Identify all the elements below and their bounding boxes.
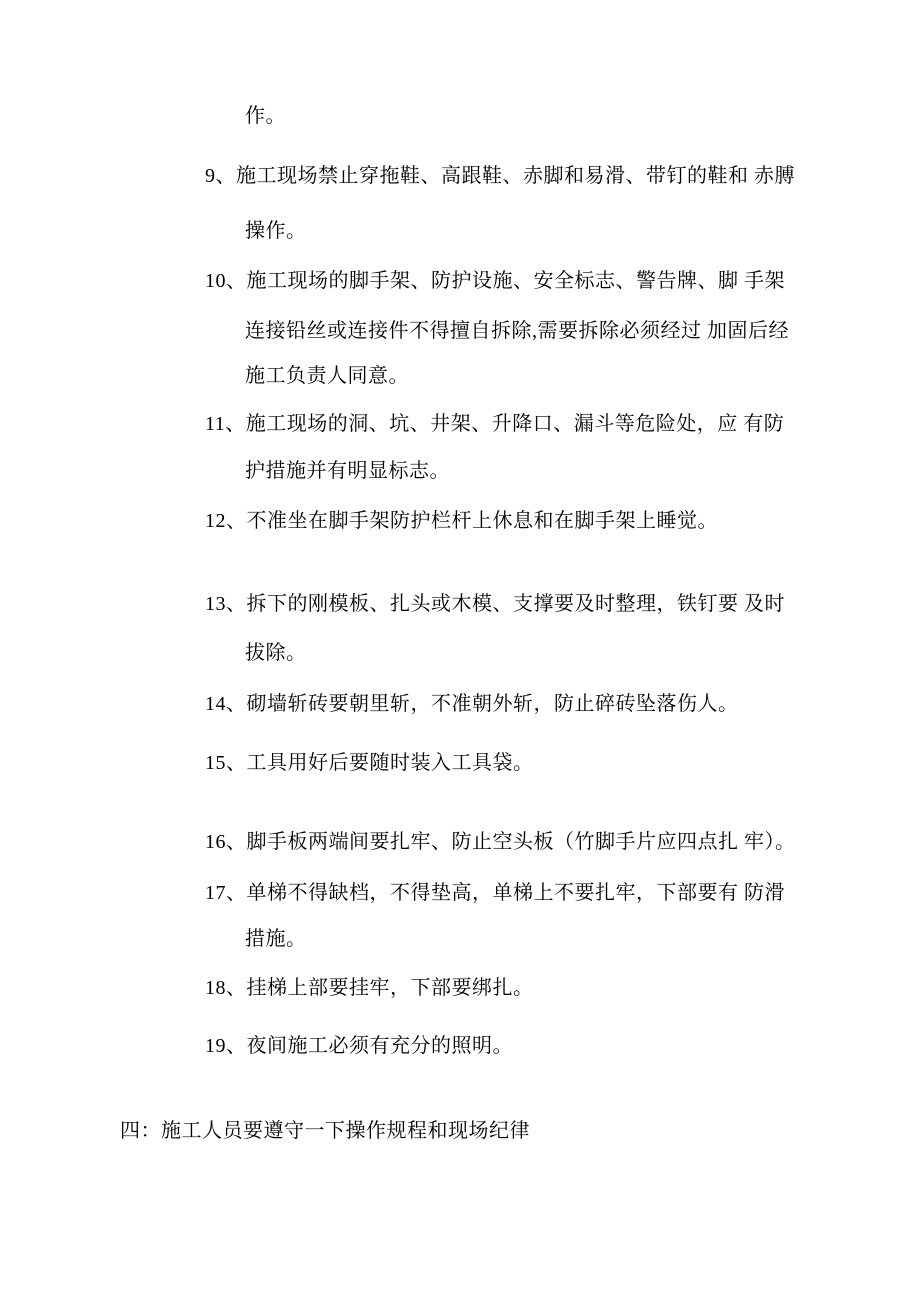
- item-17-line-2: 措施。: [245, 928, 307, 950]
- item-18: 18、挂梯上部要挂牢，下部要绑扎。: [205, 977, 534, 999]
- item-10-line-3: 施工负责人同意。: [245, 365, 409, 387]
- item-10-line-1: 10、施工现场的脚手架、防护设施、安全标志、警告牌、脚 手架: [205, 270, 785, 292]
- item-17-line-1: 17、单梯不得缺档，不得垫高，单梯上不要扎牢，下部要有 防滑: [205, 882, 785, 904]
- item-11-line-1: 11、施工现场的洞、坑、井架、升降口、漏斗等危险处，应 有防: [205, 413, 785, 435]
- item-13-line-2: 拔除。: [245, 642, 307, 664]
- item-14: 14、砌墙斩砖要朝里斩，不准朝外斩，防止碎砖坠落伤人。: [205, 693, 739, 715]
- item-12: 12、不准坐在脚手架防护栏杆上休息和在脚手架上睡觉。: [205, 510, 718, 532]
- item-8-continuation: 作。: [245, 105, 286, 127]
- section-heading: 四：施工人员要遵守一下操作规程和现场纪律: [120, 1120, 530, 1142]
- item-19: 19、夜间施工必须有充分的照明。: [205, 1035, 513, 1057]
- item-13-line-1: 13、拆下的刚模板、扎头或木模、支撑要及时整理，铁钉要 及时: [205, 593, 785, 615]
- item-15: 15、工具用好后要随时装入工具袋。: [205, 752, 534, 774]
- item-10-line-2: 连接铅丝或连接件不得擅自拆除,需要拆除必须经过 加固后经: [245, 320, 789, 342]
- item-9-line-1: 9、施工现场禁止穿拖鞋、高跟鞋、赤脚和易滑、带钉的鞋和 赤膊: [205, 165, 795, 187]
- item-9-line-2: 操作。: [245, 220, 307, 242]
- item-11-line-2: 护措施并有明显标志。: [245, 460, 450, 482]
- item-16: 16、脚手板两端间要扎牢、防止空头板（竹脚手片应四点扎 牢）。: [205, 831, 796, 853]
